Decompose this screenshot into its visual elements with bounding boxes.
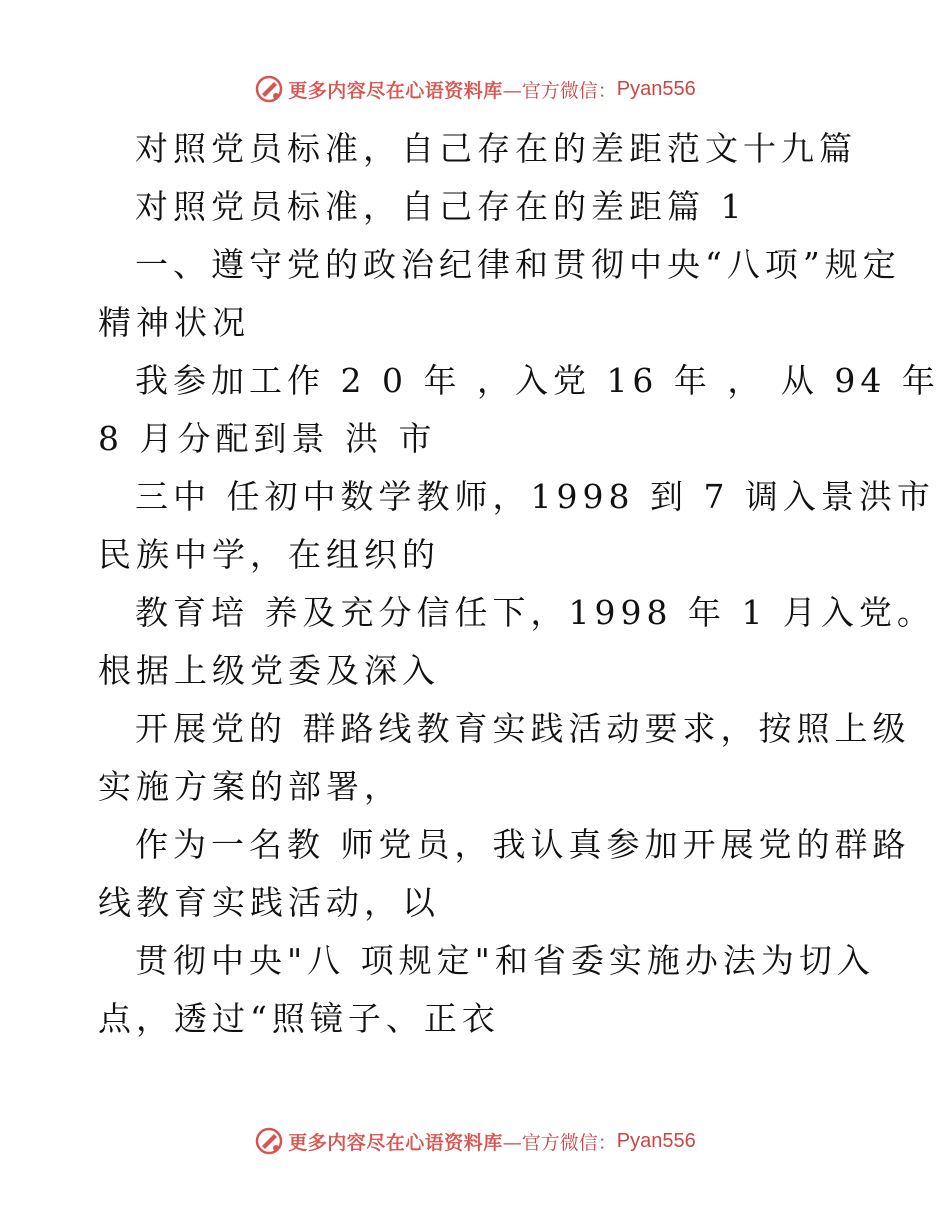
document-body	[98, 120, 940, 1048]
banner-brand: 更多内容尽在心语资料库	[288, 79, 503, 102]
brand-logo-icon	[254, 1126, 284, 1156]
paragraph-line: 8 月分配到景 洪 市	[98, 419, 437, 458]
paragraph-line: 教育培 养及充分信任下，1998 年 1 月入党。	[135, 593, 935, 632]
banner-wechat-id: Pyan556	[616, 1129, 696, 1152]
paragraph-line: 作为一名教 师党员，我认真参加开展党的群路	[135, 825, 911, 864]
banner-separator: —官方微信：	[502, 1131, 617, 1154]
paragraph-line: 点，透过“照镜子、正衣	[98, 999, 500, 1038]
paragraph-line: 三中 任初中数学教师，1998 到 7 调入景洪市	[135, 477, 935, 516]
paragraph-line: 实施方案的部署，	[98, 767, 402, 806]
paragraph-line: 开展党的 群路线教育实践活动要求，按照上级	[135, 709, 911, 748]
paragraph-line: 根据上级党委及深入	[98, 651, 440, 690]
section-heading: 对照党员标准，自己存在的差距篇 1	[135, 187, 747, 226]
paragraph-line: 我参加工作 2 0 年 ，入党 16 年 ， 从 94 年	[135, 361, 940, 400]
banner-separator: —官方微信：	[502, 79, 617, 102]
paragraph-line: 精神状况	[98, 303, 250, 342]
footer-banner	[0, 1124, 950, 1158]
banner-wechat-id: Pyan556	[616, 77, 696, 100]
paragraph-line: 民族中学，在组织的	[98, 535, 440, 574]
header-banner	[0, 72, 950, 106]
doc-title: 对照党员标准，自己存在的差距范文十九篇	[135, 129, 857, 168]
brand-logo-icon	[254, 74, 284, 104]
paragraph-line: 线教育实践活动，以	[98, 883, 440, 922]
paragraph-line: 贯彻中央"八 项规定"和省委实施办法为切入	[135, 941, 875, 980]
banner-brand: 更多内容尽在心语资料库	[288, 1131, 503, 1154]
paragraph-line: 一、遵守党的政治纪律和贯彻中央“八项”规定	[135, 245, 901, 284]
